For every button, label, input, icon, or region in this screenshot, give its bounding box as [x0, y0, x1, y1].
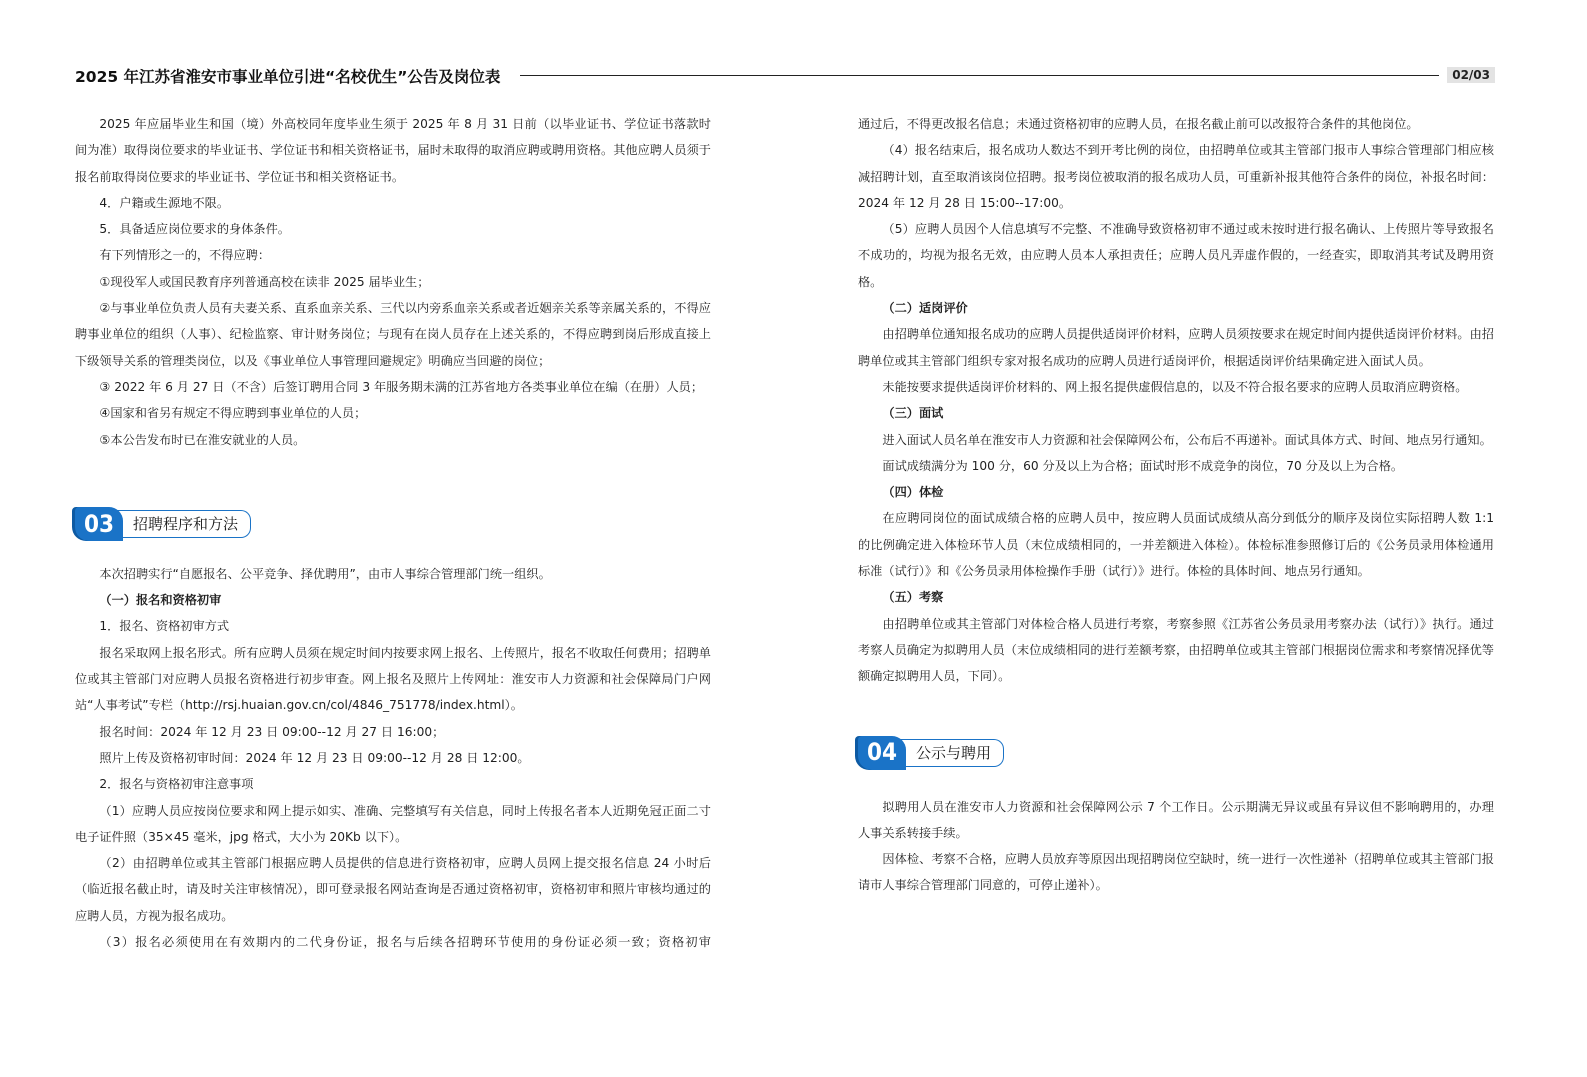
subheading: （四）体检	[882, 485, 944, 500]
paragraph: ②与事业单位负责人员有夫妻关系、直系血亲关系、三代以内旁系血亲关系或者近姻亲关系等亲属关系的，不得应聘事业单位的组织（人事）、纪检监察、审计财务岗位；与现有在岗人员存在上述关系的，不得应聘到岗后形成直接上下级领导关系的管理类岗位，以及《事业单位人事管理回避规定》明确应当回避的岗位；	[75, 301, 711, 368]
right-column	[858, 111, 1494, 899]
paragraph: 报名时间：2024 年 12 月 23 日 09:00--12 月 27 日 16:00；	[99, 724, 445, 739]
paragraph: 照片上传及资格初审时间：2024 年 12 月 23 日 09:00--12 月 28 日 12:00。	[99, 750, 530, 765]
paragraph: 2．报名与资格初审注意事项	[99, 777, 254, 792]
subheading: （五）考察	[882, 590, 944, 605]
paragraph: 通过后，不得更改报名信息；未通过资格初审的应聘人员，在报名截止前可以改报符合条件的其他岗位。	[858, 117, 1419, 131]
paragraph: ③ 2022 年 6 月 27 日（不含）后签订聘用合同 3 年服务期未满的江苏省地方各类事业单位在编（在册）人员；	[99, 379, 704, 394]
paragraph: 因体检、考察不合格，应聘人员放弃等原因出现招聘岗位空缺时，统一进行一次性递补（招聘单位或其主管部门报请市人事综合管理部门同意的，可停止递补）。	[858, 852, 1494, 893]
paragraph: ⑤本公告发布时已在淮安就业的人员。	[99, 432, 306, 447]
left-column	[75, 111, 711, 955]
paragraph: ①现役军人或国民教育序列普通高校在读非 2025 届毕业生；	[99, 274, 430, 289]
paragraph: （3）报名必须使用在有效期内的二代身份证，报名与后续各招聘环节使用的身份证必须一致；资格初审	[99, 935, 711, 950]
section-number-badge: 03	[75, 507, 123, 541]
section-number-badge: 04	[858, 736, 906, 770]
paragraph: （1）应聘人员应按岗位要求和网上提示如实、准确、完整填写有关信息，同时上传报名者本人近期免冠正面二寸电子证件照（35×45 毫米，jpg 格式，大小为 20Kb 以下）。	[75, 803, 711, 844]
page-number: 02/03	[1447, 67, 1495, 83]
paragraph: （5）应聘人员因个人信息填写不完整、不准确导致资格初审不通过或未按时进行报名确认、上传照片等导致报名不成功的，均视为报名无效，由应聘人员本人承担责任；应聘人员凡弄虚作假的，一经查实，即取消其考试及聘用资格。	[858, 222, 1494, 289]
paragraph: （2）由招聘单位或其主管部门根据应聘人员提供的信息进行资格初审，应聘人员网上提交报名信息 24 小时后（临近报名截止时，请及时关注审核情况），即可登录报名网站查询是否通过资格初审，资格初审和照片审核均通过的应聘人员，方视为报名成功。	[75, 856, 711, 923]
section-title: 公示与聘用	[900, 739, 1004, 767]
paragraph: 报名采取网上报名形式。所有应聘人员须在规定时间内按要求网上报名、上传照片，报名不收取任何费用；招聘单位或其主管部门对应聘人员报名资格进行初步审查。网上报名及照片上传网址：淮安市人力资源和社会保障局门户网站“人事考试”专栏（http://rsj.huaian.gov.cn/col/4846_751778/index.html）。	[75, 645, 711, 713]
section-heading-04	[858, 736, 1494, 770]
paragraph: 1．报名、资格初审方式	[99, 619, 230, 634]
page-header	[75, 64, 1495, 88]
subheading: （一）报名和资格初审	[99, 593, 222, 608]
document-title: 2025 年江苏省淮安市事业单位引进“名校优生”公告及岗位表	[75, 65, 510, 87]
paragraph: （4）报名结束后，报名成功人数达不到开考比例的岗位，由招聘单位或其主管部门报市人事综合管理部门相应核减招聘计划，直至取消该岗位招聘。报考岗位被取消的报名成功人员，可重新补报其他符合条件的岗位，补报名时间：2024 年 12 月 28 日 15:00--17:00。	[858, 143, 1494, 210]
paragraph: 由招聘单位或其主管部门对体检合格人员进行考察，考察参照《江苏省公务员录用考察办法（试行）》执行。通过考察人员确定为拟聘用人员（末位成绩相同的进行差额考察，由招聘单位或其主管部门根据岗位需求和考察情况择优等额确定拟聘用人员，下同）。	[858, 616, 1494, 684]
paragraph: 有下列情形之一的，不得应聘：	[99, 248, 271, 263]
paragraph: 未能按要求提供适岗评价材料的、网上报名提供虚假信息的，以及不符合报名要求的应聘人员取消应聘资格。	[882, 379, 1468, 394]
paragraph: 面试成绩满分为 100 分，60 分及以上为合格；面试时形不成竞争的岗位，70 分及以上为合格。	[882, 458, 1404, 473]
paragraph: ④国家和省另有规定不得应聘到事业单位的人员；	[99, 406, 367, 421]
section-title: 招聘程序和方法	[117, 510, 251, 538]
paragraph: 进入面试人员名单在淮安市人力资源和社会保障网公布，公布后不再递补。面试具体方式、时间、地点另行通知。	[882, 432, 1492, 447]
paragraph: 本次招聘实行“自愿报名、公平竞争、择优聘用”，由市人事综合管理部门统一组织。	[99, 566, 551, 581]
subheading: （三）面试	[882, 406, 944, 421]
header-rule	[520, 75, 1439, 76]
paragraph: 在应聘同岗位的面试成绩合格的应聘人员中，按应聘人员面试成绩从高分到低分的顺序及岗位实际招聘人数 1:1 的比例确定进入体检环节人员（末位成绩相同的，一并差额进入体检）。体检标准参照修订后的《公务员录用体检通用标准（试行）》和《公务员录用体检操作手册（试行）》进行。体检的具体时间、地点另行通知。	[858, 511, 1494, 579]
paragraph: 5．具备适应岗位要求的身体条件。	[99, 222, 290, 237]
section-heading-03	[75, 507, 711, 541]
paragraph: 2025 年应届毕业生和国（境）外高校同年度毕业生须于 2025 年 8 月 31 日前（以毕业证书、学位证书落款时间为准）取得岗位要求的毕业证书、学位证书和相关资格证书，届时未取得的取消应聘或聘用资格。其他应聘人员须于报名前取得岗位要求的毕业证书、学位证书和相关资格证书。	[75, 117, 711, 184]
paragraph: 4．户籍或生源地不限。	[99, 195, 230, 210]
subheading: （二）适岗评价	[882, 301, 968, 316]
paragraph: 由招聘单位通知报名成功的应聘人员提供适岗评价材料，应聘人员须按要求在规定时间内提供适岗评价材料。由招聘单位或其主管部门组织专家对报名成功的应聘人员进行适岗评价，根据适岗评价结果确定进入面试人员。	[858, 327, 1494, 368]
paragraph: 拟聘用人员在淮安市人力资源和社会保障网公示 7 个工作日。公示期满无异议或虽有异议但不影响聘用的，办理人事关系转接手续。	[858, 799, 1494, 840]
